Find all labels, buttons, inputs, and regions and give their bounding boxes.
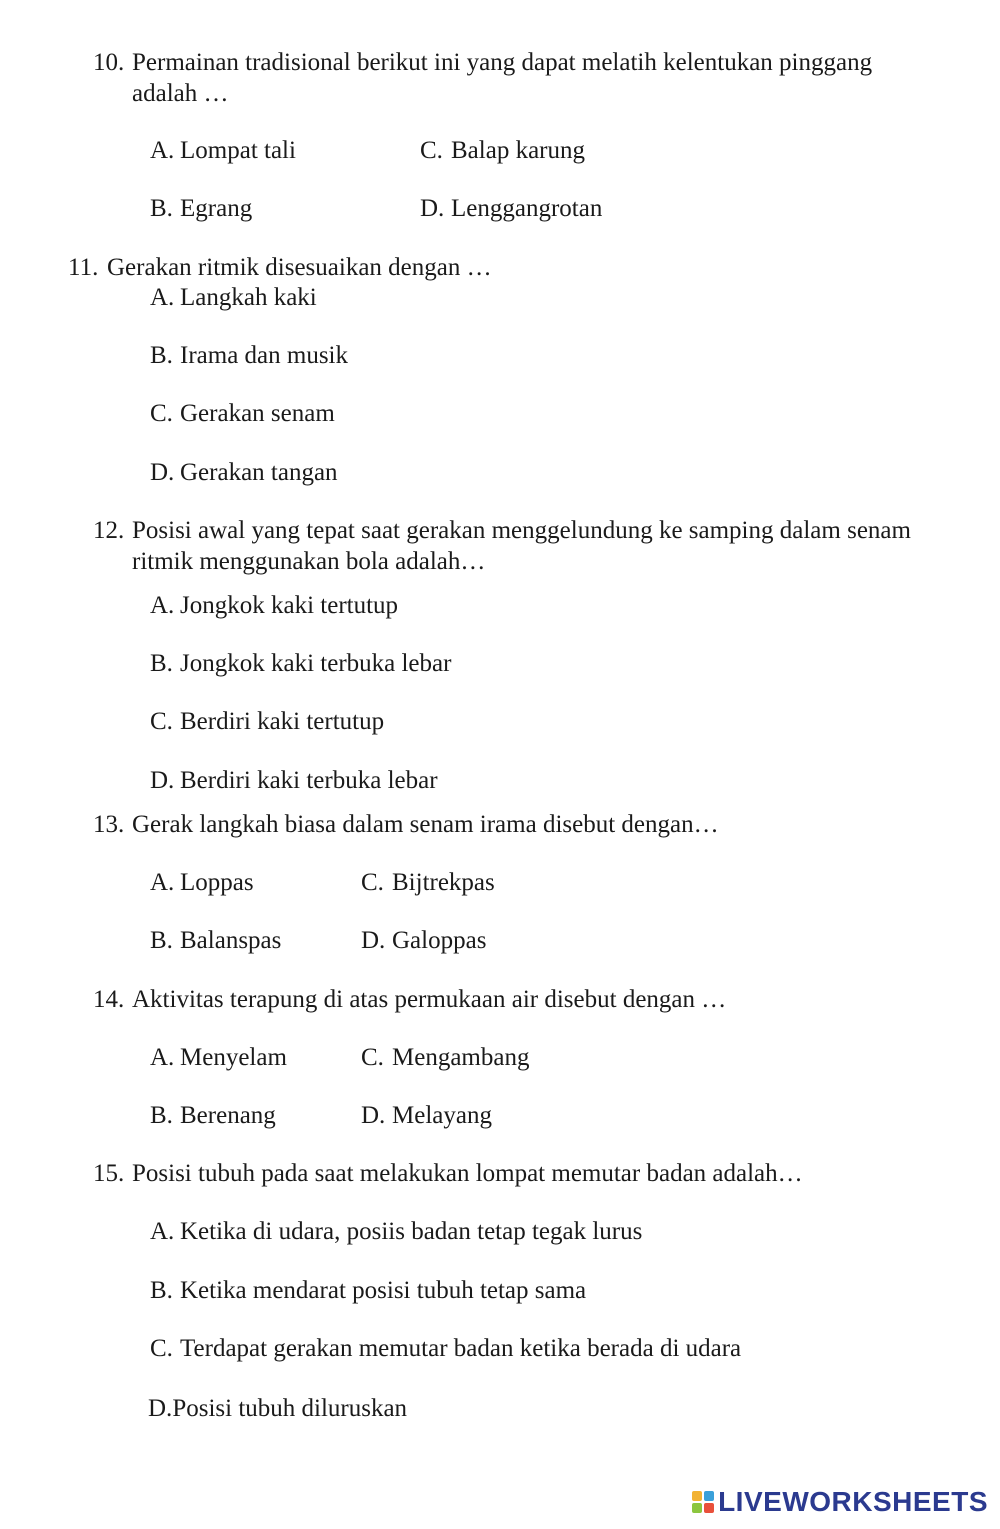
question-14-option-b (150, 1101, 276, 1131)
question-15-option-d (148, 1394, 407, 1424)
option-text: Ketika di udara, posiis badan tetap tegak lurus (180, 1218, 643, 1245)
logo-grid-icon (692, 1491, 714, 1513)
question-14-text-line-1: Aktivitas terapung di atas permukaan air disebut dengan … (132, 986, 727, 1013)
option-letter: D. (150, 459, 175, 486)
option-text: Berdiri kaki tertutup (180, 708, 385, 735)
question-10-text-line-1: Permainan tradisional berikut ini yang dapat melatih kelentukan pinggang (132, 49, 873, 76)
question-10-option-b (150, 194, 252, 224)
question-11-number: 11. (68, 254, 99, 281)
option-letter: D. (150, 767, 175, 794)
question-10-option-d (420, 194, 602, 224)
question-12-option-b (150, 649, 451, 679)
question-15-text-line-1: Posisi tubuh pada saat melakukan lompat memutar badan adalah… (132, 1160, 803, 1187)
option-letter: D. (361, 927, 386, 954)
option-text: Gerakan senam (180, 400, 335, 427)
question-12-text-line-2: ritmik menggunakan bola adalah… (132, 548, 486, 575)
question-13-option-d (361, 926, 486, 956)
option-letter: D. (420, 195, 445, 222)
option-letter: B. (150, 927, 173, 954)
question-11-option-a (150, 283, 317, 313)
option-letter: B. (150, 342, 173, 369)
question-15-option-b (150, 1276, 586, 1306)
option-text: Berenang (180, 1102, 276, 1129)
option-letter: A. (150, 1218, 175, 1245)
liveworksheets-logo (692, 1485, 988, 1519)
option-text: Berdiri kaki terbuka lebar (180, 767, 438, 794)
question-14-option-a (150, 1043, 287, 1073)
question-10-option-a (150, 136, 296, 166)
option-letter: B. (150, 1102, 173, 1129)
question-14-number: 14. (93, 986, 125, 1013)
option-letter: A. (150, 284, 175, 311)
question-12-option-a (150, 591, 398, 621)
option-letter: C. (361, 1044, 384, 1071)
question-13-option-c (361, 868, 495, 898)
question-12-option-d (150, 766, 438, 796)
option-text: Loppas (180, 869, 254, 896)
option-text: Galoppas (392, 927, 487, 954)
question-10-option-c (420, 136, 585, 166)
question-11-option-b (150, 341, 348, 371)
question-13-number: 13. (93, 811, 125, 838)
question-15-option-a (150, 1217, 642, 1247)
question-10-number: 10. (93, 49, 125, 76)
option-letter: B. (150, 650, 173, 677)
question-14-option-d (361, 1101, 492, 1131)
option-letter: A. (150, 137, 175, 164)
option-text: Mengambang (392, 1044, 530, 1071)
option-letter: D. (361, 1102, 386, 1129)
logo-square-4 (704, 1503, 714, 1513)
option-text: Jongkok kaki terbuka lebar (180, 650, 452, 677)
option-text: Balanspas (180, 927, 282, 954)
option-text: Egrang (180, 195, 253, 222)
question-10-text-line-2: adalah … (132, 80, 229, 107)
option-text: Melayang (392, 1102, 492, 1129)
option-letter: C. (150, 1335, 173, 1362)
question-14-option-c (361, 1043, 529, 1073)
question-15-option-c (150, 1334, 741, 1364)
option-letter: B. (150, 195, 173, 222)
question-12-option-c (150, 707, 384, 737)
option-text: Ketika mendarat posisi tubuh tetap sama (180, 1277, 587, 1304)
option-text: Balap karung (451, 137, 585, 164)
option-text: Lompat tali (180, 137, 296, 164)
option-letter: A. (150, 592, 175, 619)
option-letter: C. (150, 708, 173, 735)
option-letter: C. (150, 400, 173, 427)
question-11-text-line-1: Gerakan ritmik disesuaikan dengan … (107, 254, 492, 281)
logo-square-2 (704, 1491, 714, 1501)
option-letter: C. (361, 869, 384, 896)
option-text: Irama dan musik (180, 342, 349, 369)
logo-square-3 (692, 1503, 702, 1513)
option-text: Gerakan tangan (180, 459, 338, 486)
question-13-option-b (150, 926, 281, 956)
question-15-number: 15. (93, 1160, 125, 1187)
question-12-text-line-1: Posisi awal yang tepat saat gerakan menggelundung ke samping dalam senam (132, 517, 911, 544)
option-letter: D. (148, 1395, 173, 1422)
option-text: Langkah kaki (180, 284, 317, 311)
question-13-text-line-1: Gerak langkah biasa dalam senam irama disebut dengan… (132, 811, 719, 838)
logo-square-1 (692, 1491, 702, 1501)
question-11-option-c (150, 399, 335, 429)
question-11-option-d (150, 458, 338, 488)
option-text: Posisi tubuh diluruskan (172, 1395, 408, 1422)
option-letter: A. (150, 1044, 175, 1071)
question-12-number: 12. (93, 517, 125, 544)
option-letter: A. (150, 869, 175, 896)
option-text: Bijtrekpas (392, 869, 495, 896)
option-text: Jongkok kaki tertutup (180, 592, 399, 619)
question-13-option-a (150, 868, 254, 898)
option-letter: B. (150, 1277, 173, 1304)
option-text: Lenggangrotan (451, 195, 603, 222)
option-text: Menyelam (180, 1044, 287, 1071)
option-letter: C. (420, 137, 443, 164)
logo-text: LIVEWORKSHEETS (718, 1486, 988, 1517)
option-text: Terdapat gerakan memutar badan ketika berada di udara (180, 1335, 742, 1362)
